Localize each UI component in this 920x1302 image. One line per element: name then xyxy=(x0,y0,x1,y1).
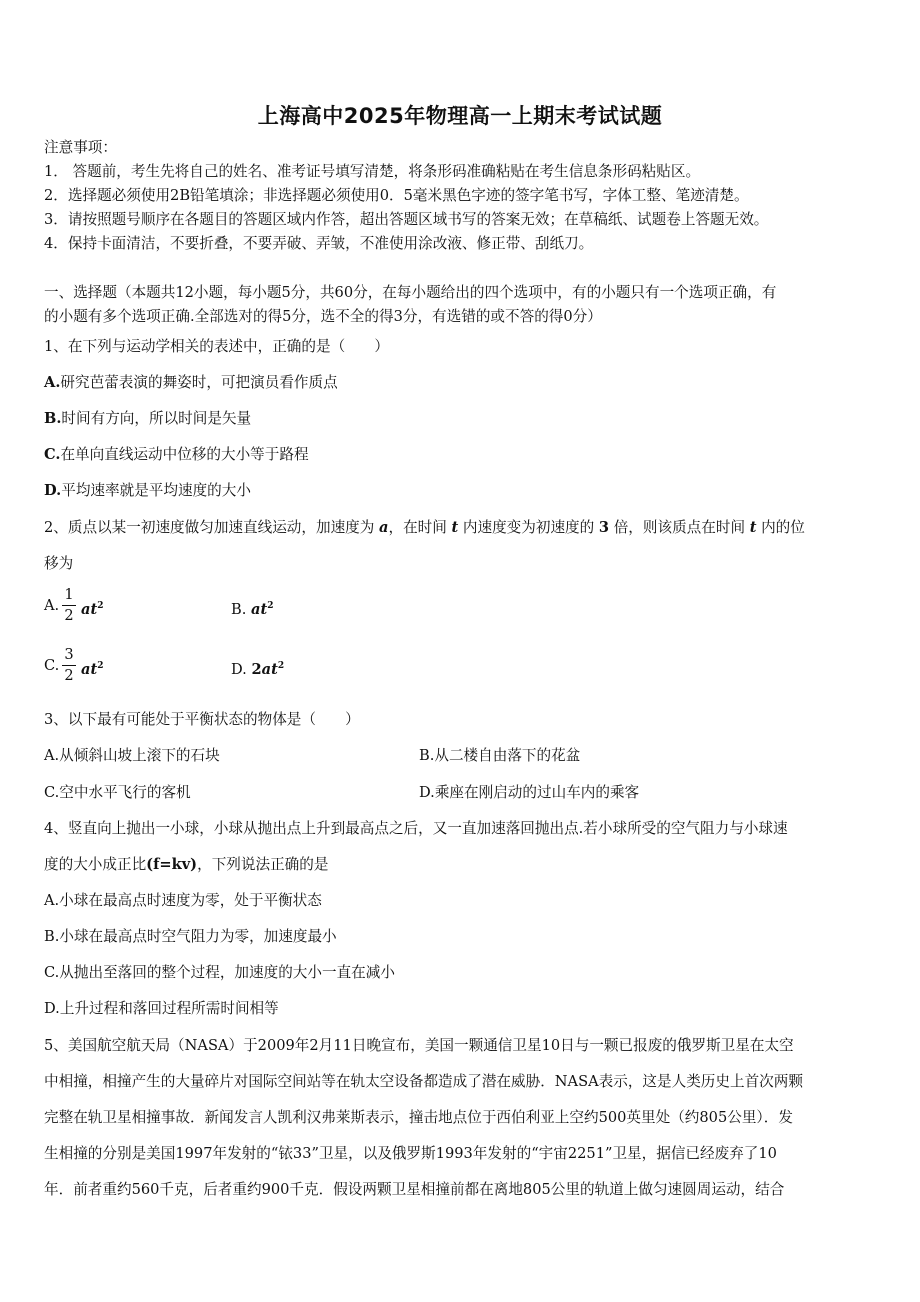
question-3-option-b: B.从二楼自由落下的花盆 xyxy=(419,747,581,764)
option-expression xyxy=(81,596,103,620)
question-4-stem: 4、竖直向上抛出一小球，小球从抛出点上升到最高点之后，又一直加速落回抛出点.若小球所受的空气阻力与小球速 xyxy=(44,820,788,837)
question-2-option-b xyxy=(231,596,273,620)
option-letter: C. xyxy=(44,446,61,463)
notice-heading: 注意事项： xyxy=(44,139,117,156)
notice-item: 1． 答题前，考生先将自己的姓名、准考证号填写清楚，将条形码准确粘贴在考生信息条形码粘贴区。 xyxy=(44,163,701,180)
option-letter: D. xyxy=(44,482,62,499)
stem-text: ，下列说法正确的是 xyxy=(197,856,329,873)
question-3-stem: 3、以下最有可能处于平衡状态的物体是（ ） xyxy=(44,711,360,728)
stem-text: ，在时间 xyxy=(388,519,447,536)
fraction-bar xyxy=(62,605,76,606)
question-5-line: 年．前者重约560千克，后者重约900千克．假设两颗卫星相撞前都在离地805公里的轨道上做匀速圆周运动，结合 xyxy=(44,1181,785,1198)
variable-a: a xyxy=(379,519,389,536)
notice-item: 4．保持卡面清洁，不要折叠，不要弄破、弄皱，不准使用涂改液、修正带、刮纸刀。 xyxy=(44,235,594,252)
expr: at xyxy=(81,660,98,678)
question-1-option-b xyxy=(44,409,251,429)
number: 3 xyxy=(598,519,610,536)
question-4-option-d: D.上升过程和落回过程所需时间相等 xyxy=(44,1000,279,1017)
option-text: 在单向直线运动中位移的大小等于路程 xyxy=(60,446,309,463)
question-1-stem: 1、在下列与运动学相关的表述中，正确的是（ ） xyxy=(44,338,389,355)
question-5-line: 5、美国航空航天局（NASA）于2009年2月11日晚宣布，美国一颗通信卫星10日与一颗已报废的俄罗斯卫星在太空 xyxy=(44,1037,794,1054)
coefficient: 2 xyxy=(251,660,262,678)
fraction xyxy=(62,586,76,625)
question-1-option-d xyxy=(44,481,251,501)
question-4-stem-line2 xyxy=(44,855,328,875)
fraction-numerator: 1 xyxy=(64,586,74,603)
page-title: 上海高中2025年物理高一上期末考试试题 xyxy=(257,104,663,128)
stem-text: 内的位 xyxy=(761,519,805,536)
question-2-option-d xyxy=(231,656,284,680)
section-heading-line: 一、选择题（本题共12小题，每小题5分，共60分，在每小题给出的四个选项中，有的小题只有一个选项正确，有 xyxy=(44,284,777,301)
fraction-bar xyxy=(62,665,76,666)
question-2-stem xyxy=(44,518,805,538)
fraction xyxy=(62,646,76,685)
section-heading-line: 的小题有多个选项正确.全部选对的得5分，选不全的得3分，有选错的或不答的得0分） xyxy=(44,308,602,325)
option-label: D. xyxy=(231,660,247,678)
exponent: 2 xyxy=(267,601,274,611)
question-1-option-c xyxy=(44,445,309,465)
expr: at xyxy=(251,600,268,618)
question-4-option-b: B.小球在最高点时空气阻力为零，加速度最小 xyxy=(44,928,337,945)
variable-t: t xyxy=(749,519,757,536)
question-5-line: 完整在轨卫星相撞事故．新闻发言人凯利汉弗莱斯表示，撞击地点位于西伯利亚上空约500英里处（约805公里）．发 xyxy=(44,1109,793,1126)
option-text: 平均速率就是平均速度的大小 xyxy=(61,482,251,499)
stem-text: 度的大小成正比 xyxy=(44,856,147,873)
notice-item: 2．选择题必须使用2B铅笔填涂；非选择题必须使用0．5毫米黑色字迹的签字笔书写，字体工整、笔迹清楚。 xyxy=(44,187,749,204)
option-label: C. xyxy=(44,657,60,674)
option-letter: B. xyxy=(44,410,62,427)
option-text: 时间有方向，所以时间是矢量 xyxy=(61,410,252,427)
exponent: 2 xyxy=(277,661,285,671)
question-5-line: 中相撞，相撞产生的大量碎片对国际空间站等在轨太空设备都造成了潜在威胁．NASA表示，这是人类历史上首次两颗 xyxy=(44,1073,803,1090)
question-1-option-a xyxy=(44,373,338,393)
question-3-option-a: A.从倾斜山坡上滚下的石块 xyxy=(44,747,220,764)
exponent: 2 xyxy=(97,661,104,671)
stem-text: 倍，则该质点在时间 xyxy=(613,519,746,536)
question-5-line: 生相撞的分别是美国1997年发射的“铱33”卫星，以及俄罗斯1993年发射的“宇宙2251”卫星，据信已经废弃了10 xyxy=(44,1145,777,1162)
question-4-option-c: C.从抛出至落回的整个过程，加速度的大小一直在减小 xyxy=(44,964,395,981)
option-letter: A. xyxy=(44,374,61,391)
notice-item: 3．请按照题号顺序在各题目的答题区域内作答，超出答题区域书写的答案无效；在草稿纸、试题卷上答题无效。 xyxy=(44,211,769,228)
fraction-numerator: 3 xyxy=(64,646,74,663)
question-3-option-d: D.乘座在刚启动的过山车内的乘客 xyxy=(419,784,640,801)
option-expression xyxy=(81,656,103,680)
option-text: 研究芭蕾表演的舞姿时，可把演员看作质点 xyxy=(60,374,338,391)
fraction-denominator: 2 xyxy=(64,607,74,624)
fraction-denominator: 2 xyxy=(64,667,74,684)
exponent: 2 xyxy=(97,601,104,611)
stem-text: 内速度变为初速度的 xyxy=(462,519,595,536)
option-label: A. xyxy=(44,597,60,614)
expr: at xyxy=(261,660,278,678)
expr: at xyxy=(81,600,98,618)
variable-t: t xyxy=(451,519,459,536)
question-2-stem-line2: 移为 xyxy=(44,555,74,572)
option-label: B. xyxy=(231,600,247,618)
question-4-option-a: A.小球在最高点时速度为零，处于平衡状态 xyxy=(44,892,322,909)
stem-text: 2、质点以某一初速度做匀加速直线运动，加速度为 xyxy=(44,519,375,536)
question-3-option-c: C.空中水平飞行的客机 xyxy=(44,784,191,801)
formula: (f=kv) xyxy=(146,856,198,873)
